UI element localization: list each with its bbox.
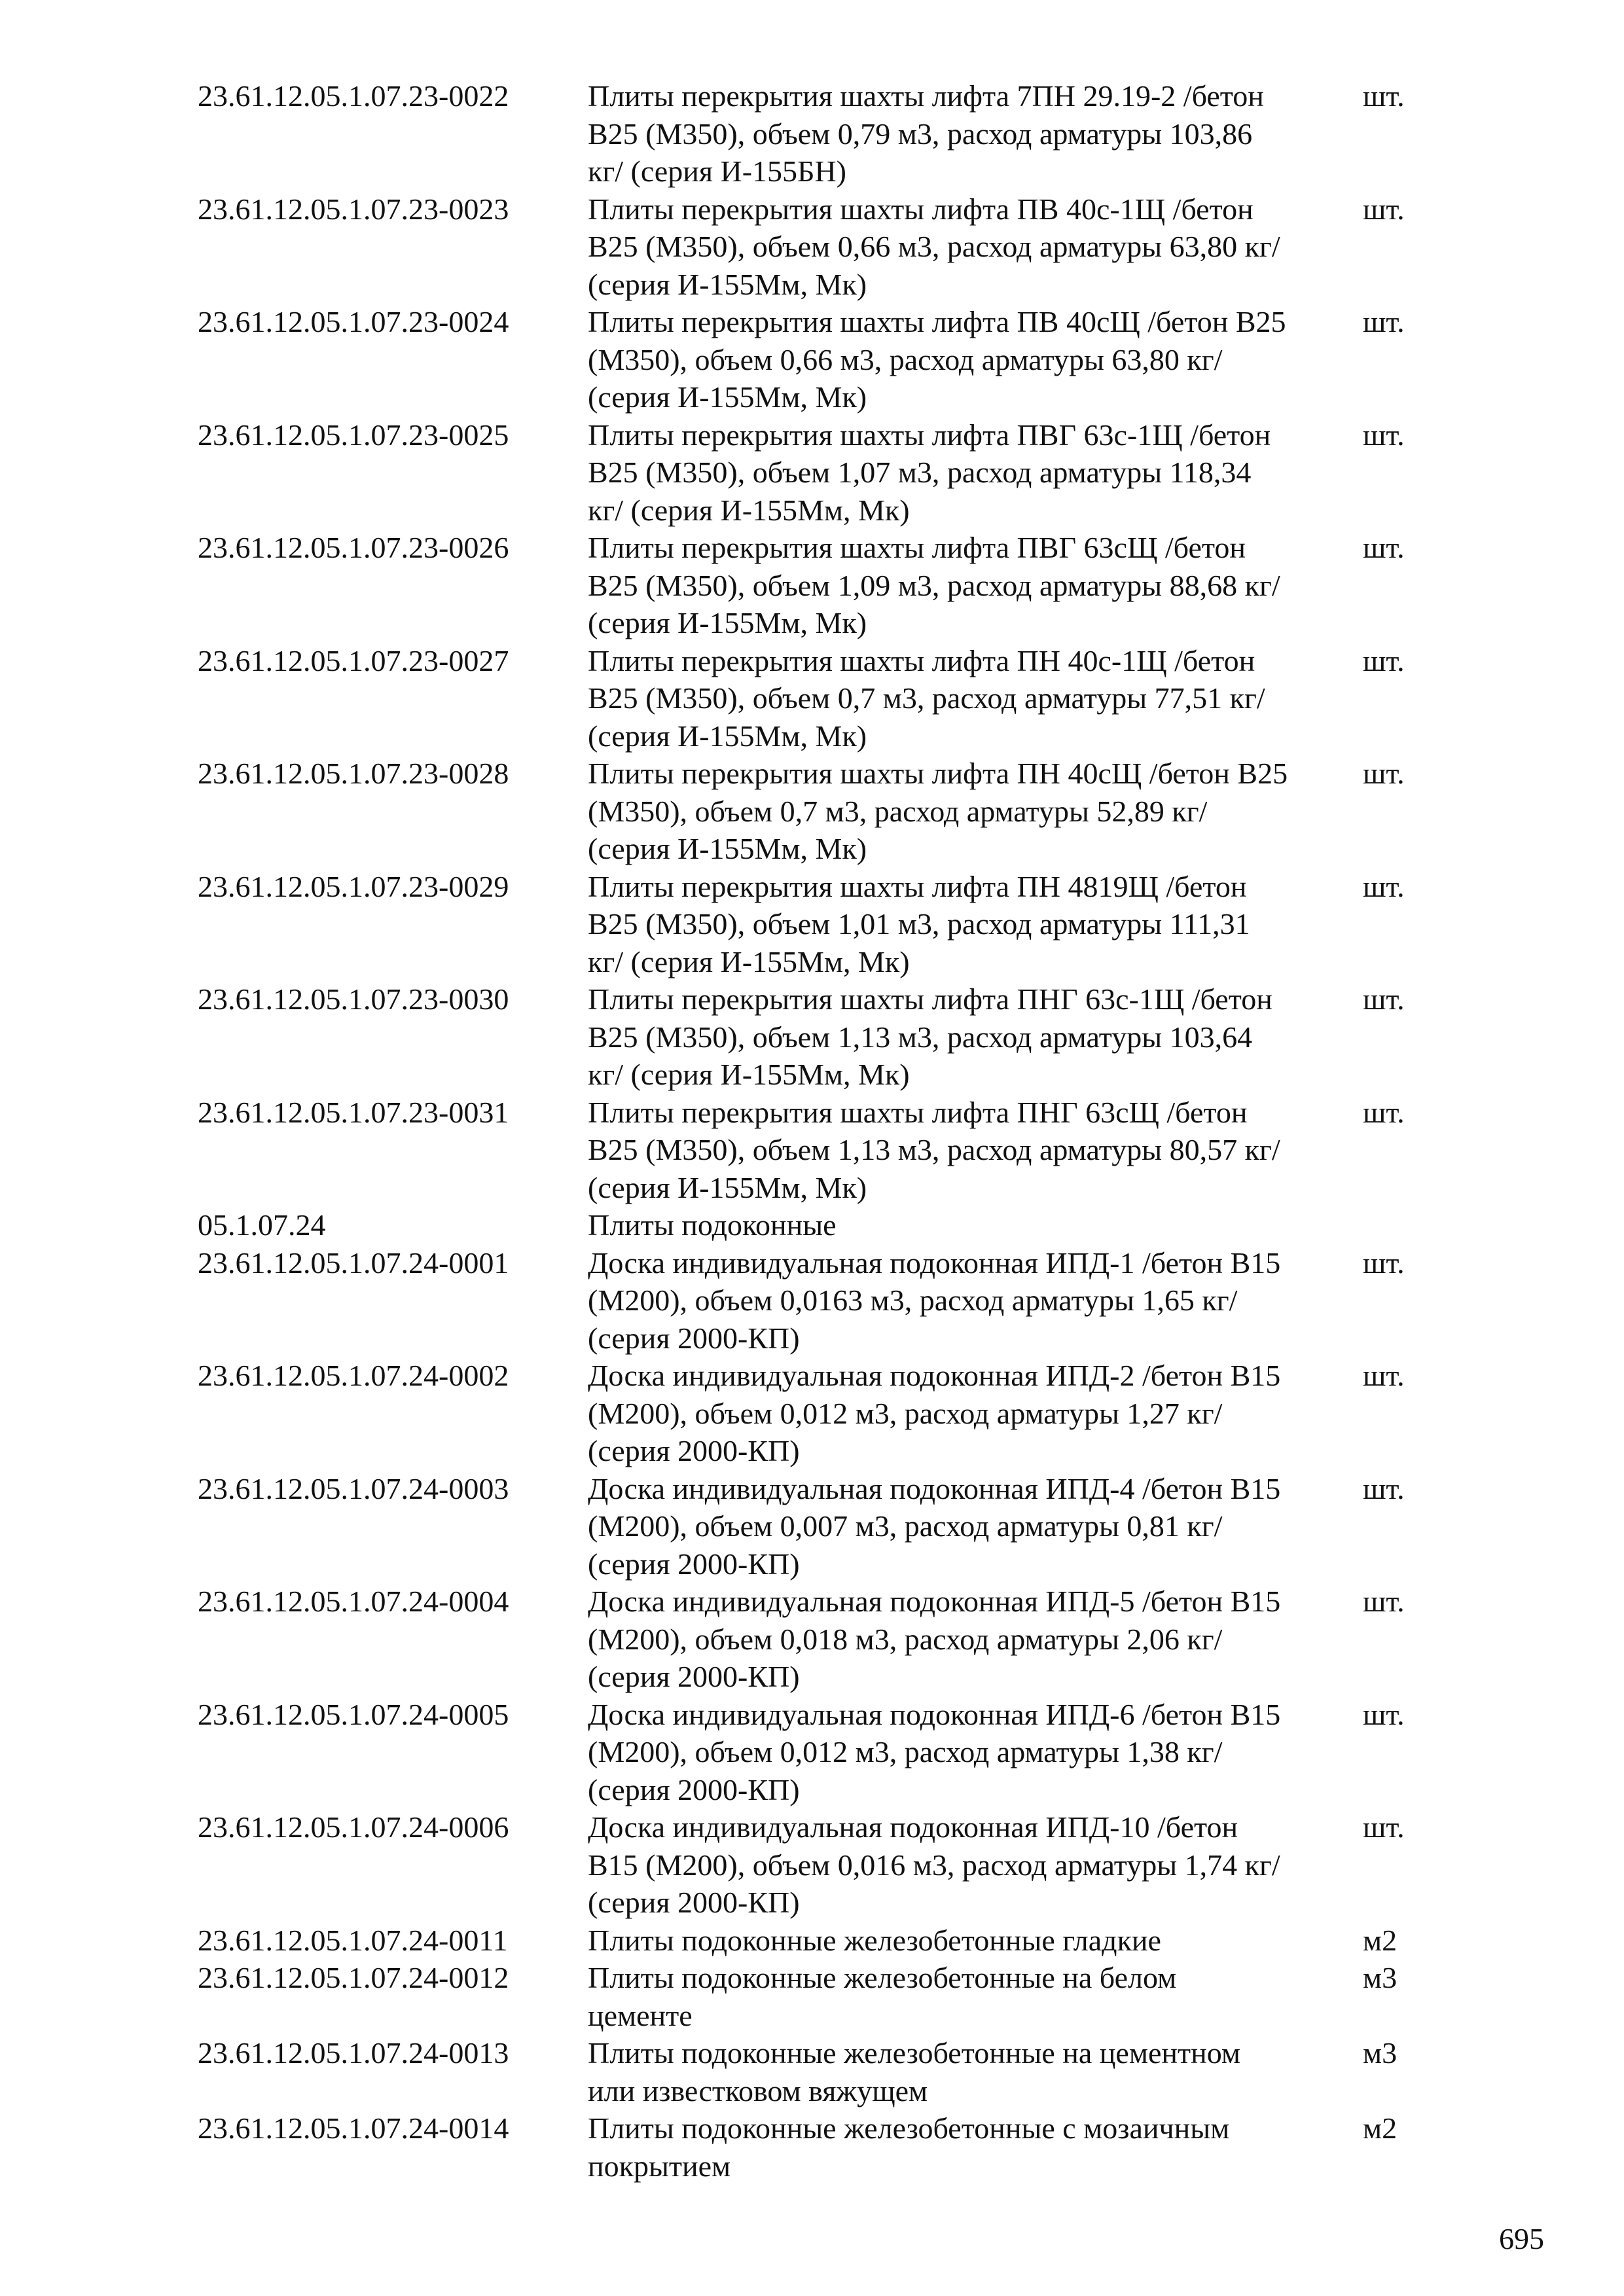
item-code: 23.61.12.05.1.07.24-0003 xyxy=(198,1471,509,1505)
item-code: 23.61.12.05.1.07.23-0029 xyxy=(198,869,509,903)
table-row xyxy=(198,642,1428,755)
item-code: 23.61.12.05.1.07.24-0004 xyxy=(198,1585,509,1618)
item-description: Доска индивидуальная подоконная ИПД-6 /бетон В15 (М200), объем 0,012 м3, расход арматуры 1,38 кг/ (серия 2000-КП) xyxy=(588,1697,1281,1806)
item-code: 23.61.12.05.1.07.24-0013 xyxy=(198,2036,509,2070)
item-code: 23.61.12.05.1.07.23-0024 xyxy=(198,305,509,338)
table-row xyxy=(198,303,1428,416)
table-row xyxy=(198,1696,1428,1809)
item-description: Плиты перекрытия шахты лифта ПН 40сЩ /бетон В25 (М350), объем 0,7 м3, расход арматуры 52,89 кг/ (серия И-155Мм, Мк) xyxy=(588,757,1288,865)
item-unit: шт. xyxy=(1363,418,1405,452)
item-code: 23.61.12.05.1.07.23-0027 xyxy=(198,643,509,677)
item-code: 23.61.12.05.1.07.24-0014 xyxy=(198,2111,509,2145)
table-row xyxy=(198,755,1428,868)
item-code: 23.61.12.05.1.07.23-0022 xyxy=(198,79,509,113)
item-code: 23.61.12.05.1.07.23-0025 xyxy=(198,418,509,452)
item-description: Плиты перекрытия шахты лифта ПВГ 63сЩ /бетон В25 (М350), объем 1,09 м3, расход арматуры 88,68 кг/ (серия И-155Мм, Мк) xyxy=(588,531,1280,639)
item-description: Доска индивидуальная подоконная ИПД-10 /бетон В15 (М200), объем 0,016 м3, расход арматуры 1,74 кг/ (серия 2000-КП) xyxy=(588,1810,1280,1919)
item-description: Плиты перекрытия шахты лифта ПН 4819Щ /бетон В25 (М350), объем 1,01 м3, расход арматуры 111,31 кг/ (серия И-155Мм, Мк) xyxy=(588,869,1250,978)
item-unit: шт. xyxy=(1363,643,1405,677)
item-code: 23.61.12.05.1.07.24-0005 xyxy=(198,1697,509,1731)
item-unit: шт. xyxy=(1363,531,1405,564)
item-unit: м3 xyxy=(1363,2036,1398,2070)
item-description: Плиты подоконные железобетонные на цементном или известковом вяжущем xyxy=(588,2036,1240,2108)
item-unit: шт. xyxy=(1363,982,1405,1016)
item-unit: шт. xyxy=(1363,1697,1405,1731)
table-row xyxy=(198,1959,1428,2034)
item-description: Плиты подоконные железобетонные гладкие xyxy=(588,1923,1161,1957)
item-unit: шт. xyxy=(1363,1471,1405,1505)
table-row xyxy=(198,980,1428,1094)
price-table xyxy=(198,77,1428,2185)
item-description: Плиты перекрытия шахты лифта ПВ 40сЩ /бетон В25 (М350), объем 0,66 м3, расход арматуры 63,80 кг/ (серия И-155Мм, Мк) xyxy=(588,305,1286,414)
item-unit: шт. xyxy=(1363,305,1405,338)
item-code: 23.61.12.05.1.07.23-0030 xyxy=(198,982,509,1016)
item-unit: шт. xyxy=(1363,1585,1405,1618)
item-code: 23.61.12.05.1.07.24-0001 xyxy=(198,1246,509,1280)
table-row xyxy=(198,1357,1428,1470)
item-unit: шт. xyxy=(1363,79,1405,113)
item-unit: м2 xyxy=(1363,1923,1398,1957)
table-row xyxy=(198,77,1428,190)
page-number: 695 xyxy=(1499,2222,1544,2255)
item-unit: м2 xyxy=(1363,2111,1398,2145)
item-description: Плиты перекрытия шахты лифта ПНГ 63сЩ /бетон В25 (М350), объем 1,13 м3, расход арматуры 80,57 кг/ (серия И-155Мм, Мк) xyxy=(588,1095,1280,1204)
item-description: Доска индивидуальная подоконная ИПД-5 /бетон В15 (М200), объем 0,018 м3, расход арматуры 2,06 кг/ (серия 2000-КП) xyxy=(588,1585,1281,1693)
table-row xyxy=(198,529,1428,642)
item-description: Плиты подоконные железобетонные на белом цементе xyxy=(588,1961,1177,2032)
table-row xyxy=(198,2034,1428,2109)
table-row xyxy=(198,190,1428,304)
table-row xyxy=(198,2109,1428,2185)
table-row xyxy=(198,416,1428,529)
table-row xyxy=(198,1470,1428,1583)
table-row xyxy=(198,1206,1428,1244)
item-description: Плиты перекрытия шахты лифта ПВГ 63с-1Щ /бетон В25 (М350), объем 1,07 м3, расход арматуры 118,34 кг/ (серия И-155Мм, Мк) xyxy=(588,418,1271,527)
item-code: 23.61.12.05.1.07.23-0026 xyxy=(198,531,509,564)
table-row xyxy=(198,1922,1428,1960)
item-description: Плиты перекрытия шахты лифта ПВ 40с-1Щ /бетон В25 (М350), объем 0,66 м3, расход арматуры 63,80 кг/ (серия И-155Мм, Мк) xyxy=(588,192,1280,301)
item-unit: шт. xyxy=(1363,869,1405,903)
table-row xyxy=(198,1808,1428,1922)
item-code: 23.61.12.05.1.07.24-0002 xyxy=(198,1359,509,1392)
item-description: Плиты подоконные железобетонные с мозаичным покрытием xyxy=(588,2111,1230,2183)
item-unit: шт. xyxy=(1363,757,1405,790)
item-code: 23.61.12.05.1.07.24-0012 xyxy=(198,1961,509,1994)
item-unit: шт. xyxy=(1363,192,1405,226)
item-unit: шт. xyxy=(1363,1810,1405,1844)
item-description: Доска индивидуальная подоконная ИПД-1 /бетон В15 (М200), объем 0,0163 м3, расход арматуры 1,65 кг/ (серия 2000-КП) xyxy=(588,1246,1281,1355)
item-description: Доска индивидуальная подоконная ИПД-4 /бетон В15 (М200), объем 0,007 м3, расход арматуры 0,81 кг/ (серия 2000-КП) xyxy=(588,1471,1281,1581)
item-description: Доска индивидуальная подоконная ИПД-2 /бетон В15 (М200), объем 0,012 м3, расход арматуры 1,27 кг/ (серия 2000-КП) xyxy=(588,1359,1281,1467)
item-code: 23.61.12.05.1.07.23-0023 xyxy=(198,192,509,226)
item-unit: м3 xyxy=(1363,1961,1398,1994)
table-row xyxy=(198,1583,1428,1696)
item-code: 23.61.12.05.1.07.23-0028 xyxy=(198,757,509,790)
table-row xyxy=(198,868,1428,981)
table-row xyxy=(198,1094,1428,1207)
item-description: Плиты перекрытия шахты лифта ПНГ 63с-1Щ /бетон В25 (М350), объем 1,13 м3, расход арматуры 103,64 кг/ (серия И-155Мм, Мк) xyxy=(588,982,1272,1091)
item-code: 23.61.12.05.1.07.24-0011 xyxy=(198,1923,508,1957)
item-description: Плиты перекрытия шахты лифта ПН 40с-1Щ /бетон В25 (М350), объем 0,7 м3, расход арматуры 77,51 кг/ (серия И-155Мм, Мк) xyxy=(588,643,1265,753)
item-code: 23.61.12.05.1.07.24-0006 xyxy=(198,1810,509,1844)
item-description: Плиты подоконные xyxy=(588,1208,837,1242)
item-unit: шт. xyxy=(1363,1095,1405,1129)
table-row xyxy=(198,1244,1428,1357)
item-code: 05.1.07.24 xyxy=(198,1208,326,1242)
item-code: 23.61.12.05.1.07.23-0031 xyxy=(198,1095,509,1129)
item-unit: шт. xyxy=(1363,1246,1405,1280)
item-description: Плиты перекрытия шахты лифта 7ПН 29.19-2 /бетон В25 (М350), объем 0,79 м3, расход арматуры 103,86 кг/ (серия И-155БН) xyxy=(588,79,1264,188)
item-unit: шт. xyxy=(1363,1359,1405,1392)
